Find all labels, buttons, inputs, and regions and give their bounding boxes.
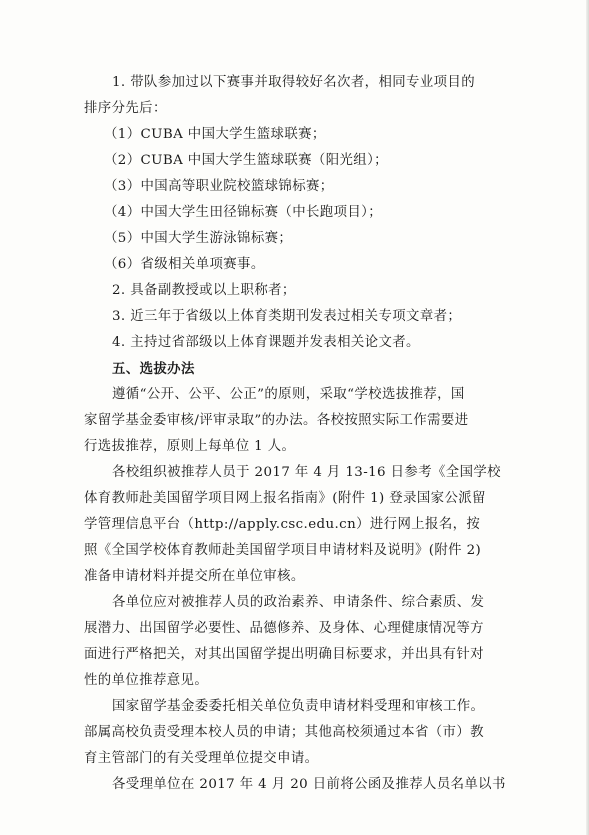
paragraph-line: 展潜力、出国留学必要性、品德修养、及身体、心理健康情况等方: [84, 621, 484, 636]
paragraph-deadline: [84, 772, 514, 798]
event-item: （1）CUBA 中国大学生篮球联赛；: [104, 127, 326, 142]
event-item: （2）CUBA 中国大学生篮球联赛（阳光组）；: [104, 153, 388, 168]
document-body: [84, 70, 514, 798]
paragraph-line: 性的单位推荐意见。: [84, 673, 209, 688]
paragraph-line: 部属高校负责受理本校人员的申请；其他高校须通过本省（市）教: [84, 725, 484, 740]
criteria-item: 3. 近三年于省级以上体育类期刊发表过相关专项文章者；: [112, 309, 462, 324]
paragraph-line: 遵循“公开、公平、公正”的原则，采取“学校选拔推荐，国: [112, 387, 465, 402]
criteria-list: [84, 278, 514, 356]
paragraph-line: 体育教师赴美国留学项目网上报名指南》(附件 1) 登录国家公派留: [84, 491, 486, 506]
paragraph-line: 国家留学基金委委托相关单位负责申请材料受理和审核工作。: [112, 699, 485, 714]
paragraph-line: 照《全国学校体育教师赴美国留学项目申请材料及说明》(附件 2): [84, 543, 482, 558]
events-list: [84, 122, 514, 278]
paragraph-principle: [84, 382, 514, 460]
paragraph-line: 面进行严格把关，对其出国留学提出明确目标要求，并出具有针对: [84, 647, 484, 662]
paragraph-line: 育主管部门的有关受理单位提交申请。: [84, 751, 319, 766]
paragraph-line: 学管理信息平台（http://apply.csc.edu.cn）进行网上报名，按: [84, 517, 481, 532]
paragraph-line: 准备申请材料并提交所在单位审核。: [84, 569, 305, 584]
list-intro-line: 1. 带队参加过以下赛事并取得较好名次者，相同专业项目的: [112, 75, 475, 90]
paragraph-line: 各校组织被推荐人员于 2017 年 4 月 13-16 日参考《全国学校: [112, 465, 501, 480]
list-intro-line: 排序分先后：: [84, 101, 167, 116]
paragraph-line: 家留学基金委审核/评审录取”的办法。各校按照实际工作需要进: [84, 413, 469, 428]
criteria-list-intro: [84, 70, 514, 122]
event-item: （5）中国大学生游泳锦标赛；: [104, 231, 293, 246]
paragraph-registration: [84, 460, 514, 590]
event-item: （4）中国大学生田径锦标赛（中长跑项目）；: [104, 205, 383, 220]
event-item: （3）中国高等职业院校篮球锦标赛；: [104, 179, 334, 194]
event-item: （6）省级相关单项赛事。: [104, 257, 265, 272]
paragraph-line: 各受理单位在 2017 年 4 月 20 日前将公函及推荐人员名单以书: [112, 777, 506, 792]
paragraph-acceptance: [84, 694, 514, 772]
criteria-item: 2. 具备副教授或以上职称者；: [112, 283, 296, 298]
section-heading: 五、选拔办法: [112, 361, 195, 377]
paragraph-line: 各单位应对被推荐人员的政治素养、申请条件、综合素质、发: [112, 595, 485, 610]
paragraph-line: 行选拔推荐，原则上每单位 1 人。: [84, 439, 296, 454]
paragraph-review: [84, 590, 514, 694]
criteria-item: 4. 主持过省部级以上体育课题并发表相关论文者。: [112, 335, 420, 350]
